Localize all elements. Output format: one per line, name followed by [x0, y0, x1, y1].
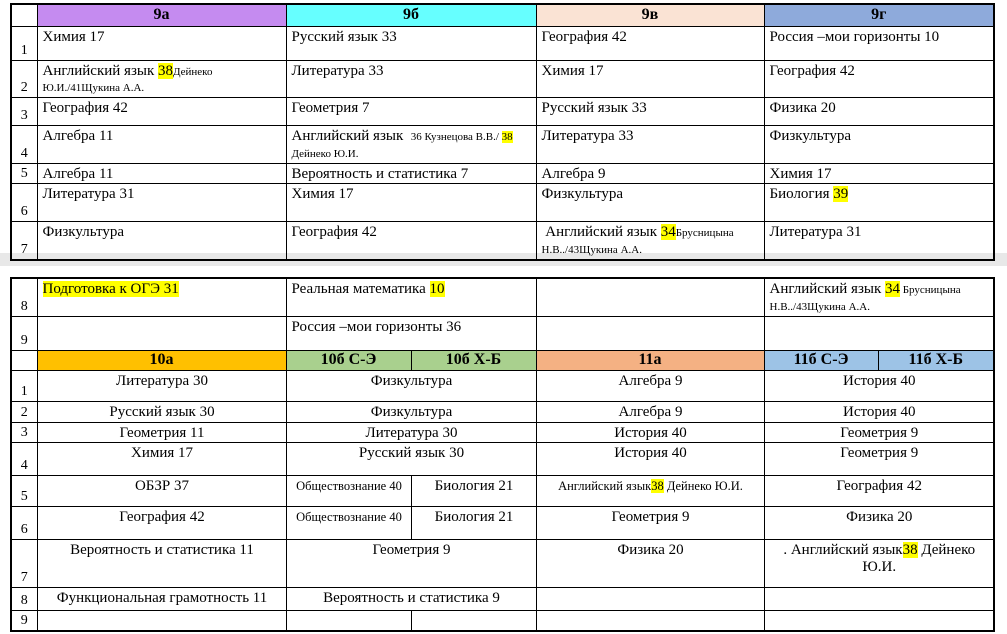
cell-10b-hb-r6[interactable]: [411, 507, 536, 540]
row-number[interactable]: 5: [11, 163, 37, 184]
cell-10b-hb-r5[interactable]: [411, 476, 536, 507]
cell-11b-se-r2[interactable]: [764, 401, 994, 422]
cell-text: Английский язык: [769, 281, 885, 297]
cell-text: Алгебра 11: [42, 128, 114, 145]
cell-text: Биология 21: [434, 509, 514, 526]
cell-text: География 42: [769, 62, 855, 79]
cell-11b-se-r3[interactable]: [764, 422, 994, 443]
cell-9g-r2[interactable]: [764, 60, 994, 98]
class-header-11b-se[interactable]: 11б С-Э: [764, 350, 878, 370]
cell-text: Геометрия 11: [119, 424, 205, 441]
cell-9g-r3[interactable]: [764, 98, 994, 126]
cell-text: Литература 31: [42, 186, 135, 203]
cell-9g-r5[interactable]: [764, 163, 994, 184]
cell-text: Физкультура: [370, 403, 453, 420]
cell-9a-r5[interactable]: [37, 163, 286, 184]
cell-9b-r1[interactable]: [286, 26, 536, 60]
cell-text: Английский язык: [541, 224, 661, 241]
cell-9g-r6[interactable]: [764, 184, 994, 222]
class-header-11b-hb[interactable]: 11б Х-Б: [878, 350, 994, 370]
cell-text: Химия 17: [769, 165, 832, 182]
class-header-10b-hb[interactable]: 10б Х-Б: [411, 350, 536, 370]
table-row: [11, 588, 994, 611]
table-row: [11, 540, 994, 588]
cell-11a-r9[interactable]: [536, 611, 764, 631]
cell-11a-r7[interactable]: [536, 540, 764, 588]
table-row: [11, 476, 994, 507]
cell-text: Физика 20: [769, 100, 836, 117]
highlighted-cell-text: 39: [833, 186, 849, 203]
table-row: [11, 401, 994, 422]
cell-11b-se-r9[interactable]: [764, 316, 994, 350]
cell-text: Английский язык: [558, 479, 652, 494]
cell-text: Литература 31: [769, 224, 862, 241]
cell-text: Английский язык: [291, 128, 411, 145]
cell-11a-r5[interactable]: [536, 476, 764, 507]
row-number[interactable]: 8: [11, 588, 37, 611]
cell-text: Физкультура: [42, 224, 124, 241]
row-number[interactable]: 6: [11, 184, 37, 222]
cell-10b-se-r8[interactable]: [286, 588, 536, 611]
highlighted-cell-text: 38: [501, 131, 513, 144]
cell-10a-r9[interactable]: [37, 316, 286, 350]
table-row: [11, 370, 994, 401]
cell-text: География 42: [42, 100, 128, 117]
cell-text: История 40: [614, 445, 687, 462]
cell-text: Физкультура: [541, 186, 623, 203]
cell-10a-r3[interactable]: [37, 422, 286, 443]
cell-text: Вероятность и статистика 11: [70, 542, 254, 559]
cell-11a-r9[interactable]: [536, 316, 764, 350]
cell-10b-se-r8[interactable]: [286, 278, 536, 316]
cell-text: Литература 33: [291, 62, 384, 79]
cell-10b-se-r3[interactable]: [286, 422, 536, 443]
row-number[interactable]: 5: [11, 476, 37, 507]
cell-text: География 42: [836, 478, 922, 495]
highlighted-cell-text: 38: [651, 479, 664, 494]
table-row: [11, 184, 994, 222]
cell-10b-se-r7[interactable]: [286, 540, 536, 588]
table-row: [11, 163, 994, 184]
cell-9g-r1[interactable]: [764, 26, 994, 60]
row-number[interactable]: 1: [11, 26, 37, 60]
cell-10b-se-r9[interactable]: [286, 316, 536, 350]
corner-cell: [11, 350, 37, 370]
cell-9g-r4[interactable]: [764, 126, 994, 164]
cell-10b-se-r6[interactable]: [286, 507, 411, 540]
cell-text: Брусницына Н.В../43Щукина А.А.: [541, 227, 737, 257]
cell-text: Литература 30: [116, 372, 208, 389]
cell-10a-r1[interactable]: [37, 370, 286, 401]
cell-text: Алгебра 11: [42, 165, 114, 182]
row-number[interactable]: 4: [11, 443, 37, 476]
cell-10a-r6[interactable]: [37, 507, 286, 540]
cell-10a-r5[interactable]: [37, 476, 286, 507]
row-number[interactable]: 8: [11, 278, 37, 316]
row-number[interactable]: 2: [11, 60, 37, 98]
cell-text: Химия 17: [291, 186, 354, 203]
cell-9v-r5[interactable]: [536, 163, 764, 184]
cell-9g-r7[interactable]: [764, 222, 994, 260]
schedule-table-10-11-grades: [10, 277, 995, 632]
cell-text: Физика 20: [617, 542, 684, 559]
table-row: [11, 60, 994, 98]
class-header-row: [11, 350, 994, 370]
class-header-11a[interactable]: 11а: [536, 350, 764, 370]
highlighted-cell-text: 10: [429, 281, 445, 297]
cell-10b-se-r1[interactable]: [286, 370, 536, 401]
cell-11a-r4[interactable]: [536, 443, 764, 476]
cell-text: История 40: [842, 403, 916, 420]
row-number[interactable]: 9: [11, 316, 37, 350]
cell-text: . Английский язык: [783, 542, 903, 559]
row-number[interactable]: 6: [11, 507, 37, 540]
cell-text: География 42: [541, 28, 627, 45]
cell-9a-r2[interactable]: [37, 60, 286, 98]
cell-11b-se-r8[interactable]: [764, 588, 994, 611]
cell-text: Вероятность и статистика 9: [323, 590, 500, 607]
cell-text: Обществознание 40: [296, 510, 402, 525]
cell-11a-r6[interactable]: [536, 507, 764, 540]
cell-text: Русский язык 30: [109, 403, 215, 420]
cell-text: Химия 17: [42, 28, 105, 45]
cell-text: География 42: [291, 224, 377, 241]
cell-11b-se-r7[interactable]: [764, 540, 994, 588]
row-number[interactable]: 1: [11, 370, 37, 401]
cell-text: Русский язык 30: [358, 445, 465, 462]
cell-text: Литература 30: [365, 424, 458, 441]
cell-10b-hb-r9[interactable]: [411, 611, 536, 631]
cell-text: Биология: [769, 186, 834, 203]
cell-text: Россия –мои горизонты 10: [769, 28, 940, 45]
cell-text: Алгебра 9: [541, 165, 606, 182]
cell-9a-r1[interactable]: [37, 26, 286, 60]
cell-10b-se-r9[interactable]: [286, 611, 411, 631]
cell-9a-r6[interactable]: [37, 184, 286, 222]
row-number[interactable]: 3: [11, 98, 37, 126]
table-row: [11, 98, 994, 126]
cell-text: История 40: [842, 372, 916, 389]
cell-text: Физкультура: [370, 372, 453, 389]
class-header-9b[interactable]: 9б: [286, 4, 536, 26]
cell-text: 36 Кузнецова В.В./: [410, 131, 502, 144]
row-number[interactable]: 9: [11, 611, 37, 631]
cell-text: Дейнеко Ю.И./41Щукина А.А.: [42, 65, 216, 95]
cell-10a-r8[interactable]: [37, 278, 286, 316]
cell-text: Литература 33: [541, 128, 634, 145]
cell-9v-r2[interactable]: [536, 60, 764, 98]
table-row: [11, 443, 994, 476]
table-row: [11, 278, 994, 316]
row-number[interactable]: 7: [11, 222, 37, 260]
cell-9v-r3[interactable]: [536, 98, 764, 126]
cell-text: Геометрия 9: [840, 445, 919, 462]
cell-text: ОБЗР 37: [134, 478, 190, 495]
cell-text: Геометрия 9: [840, 424, 919, 441]
cell-11b-se-r4[interactable]: [764, 443, 994, 476]
cell-9b-r5[interactable]: [286, 163, 536, 184]
cell-text: Обществознание 40: [296, 479, 402, 494]
cell-11b-se-r8[interactable]: [764, 278, 994, 316]
cell-10a-r4[interactable]: [37, 443, 286, 476]
corner-cell: [11, 4, 37, 26]
row-number[interactable]: 3: [11, 422, 37, 443]
table-row: [11, 611, 994, 631]
cell-text: География 42: [119, 509, 205, 526]
table-row: [11, 222, 994, 260]
highlighted-cell-text: 34: [660, 224, 676, 241]
cell-11b-se-r6[interactable]: [764, 507, 994, 540]
cell-text: Геометрия 9: [611, 509, 690, 526]
cell-text: Брусницына Н.В../43Щукина А.А.: [769, 284, 964, 313]
cell-text: Алгебра 9: [618, 403, 683, 420]
cell-10b-se-r5[interactable]: [286, 476, 411, 507]
schedule-table-9th-grades: [10, 3, 995, 261]
cell-text: Дейнеко Ю.И.: [291, 131, 516, 160]
cell-11a-r8[interactable]: [536, 278, 764, 316]
highlighted-cell-text: 38: [157, 62, 173, 79]
class-header-9a[interactable]: 9а: [37, 4, 286, 26]
cell-text: Алгебра 9: [618, 372, 683, 389]
cell-text: Дейнеко Ю.И.: [663, 479, 743, 494]
cell-9b-r2[interactable]: [286, 60, 536, 98]
class-header-9g[interactable]: 9г: [764, 4, 994, 26]
cell-text: Русский язык 33: [541, 100, 647, 117]
cell-text: Биология 21: [434, 478, 514, 495]
cell-text: Химия 17: [130, 445, 194, 462]
highlighted-cell-text: 34: [884, 281, 900, 297]
cell-10b-se-r2[interactable]: [286, 401, 536, 422]
highlighted-cell-text: Подготовка к ОГЭ 31: [42, 281, 179, 297]
cell-text: Химия 17: [541, 62, 604, 79]
cell-text: Дейнеко Ю.И.: [862, 542, 979, 576]
row-number[interactable]: 4: [11, 126, 37, 164]
cell-11a-r8[interactable]: [536, 588, 764, 611]
cell-9b-r6[interactable]: [286, 184, 536, 222]
cell-9v-r7[interactable]: [536, 222, 764, 260]
cell-text: Геометрия 9: [372, 542, 451, 559]
cell-text: Английский язык: [42, 62, 158, 79]
cell-9b-r7[interactable]: [286, 222, 536, 260]
cell-10b-se-r4[interactable]: [286, 443, 536, 476]
cell-11a-r1[interactable]: [536, 370, 764, 401]
cell-text: История 40: [614, 424, 687, 441]
highlighted-cell-text: 38: [902, 542, 918, 559]
class-header-10b-se[interactable]: 10б С-Э: [286, 350, 411, 370]
cell-text: Русский язык 33: [291, 28, 397, 45]
table-row: [11, 126, 994, 164]
cell-text: Россия –мои горизонты 36: [291, 318, 462, 335]
table-row: [11, 422, 994, 443]
cell-9v-r6[interactable]: [536, 184, 764, 222]
cell-text: Геометрия 7: [291, 100, 370, 117]
cell-9b-r3[interactable]: [286, 98, 536, 126]
row-number[interactable]: 2: [11, 401, 37, 422]
cell-text: Физика 20: [846, 509, 913, 526]
cell-text: Физкультура: [769, 128, 851, 145]
cell-9a-r4[interactable]: [37, 126, 286, 164]
cell-11a-r2[interactable]: [536, 401, 764, 422]
row-number[interactable]: 7: [11, 540, 37, 588]
cell-10a-r9[interactable]: [37, 611, 286, 631]
cell-11a-r3[interactable]: [536, 422, 764, 443]
class-header-9v[interactable]: 9в: [536, 4, 764, 26]
cell-9v-r4[interactable]: [536, 126, 764, 164]
cell-9a-r3[interactable]: [37, 98, 286, 126]
cell-text: Вероятность и статистика 7: [291, 165, 469, 182]
cell-10a-r8[interactable]: [37, 588, 286, 611]
table-row: [11, 316, 994, 350]
class-header-10a[interactable]: 10а: [37, 350, 286, 370]
cell-10a-r2[interactable]: [37, 401, 286, 422]
cell-11b-se-r9[interactable]: [764, 611, 994, 631]
cell-11b-se-r5[interactable]: [764, 476, 994, 507]
cell-11b-se-r1[interactable]: [764, 370, 994, 401]
cell-10a-r7[interactable]: [37, 540, 286, 588]
cell-text: Реальная математика: [291, 281, 430, 297]
cell-9a-r7[interactable]: [37, 222, 286, 260]
table-row: [11, 507, 994, 540]
table-row: [11, 26, 994, 60]
cell-9v-r1[interactable]: [536, 26, 764, 60]
cell-9b-r4[interactable]: [286, 126, 536, 164]
cell-text: Функциональная грамотность 11: [56, 590, 268, 607]
class-header-row: [11, 4, 994, 26]
